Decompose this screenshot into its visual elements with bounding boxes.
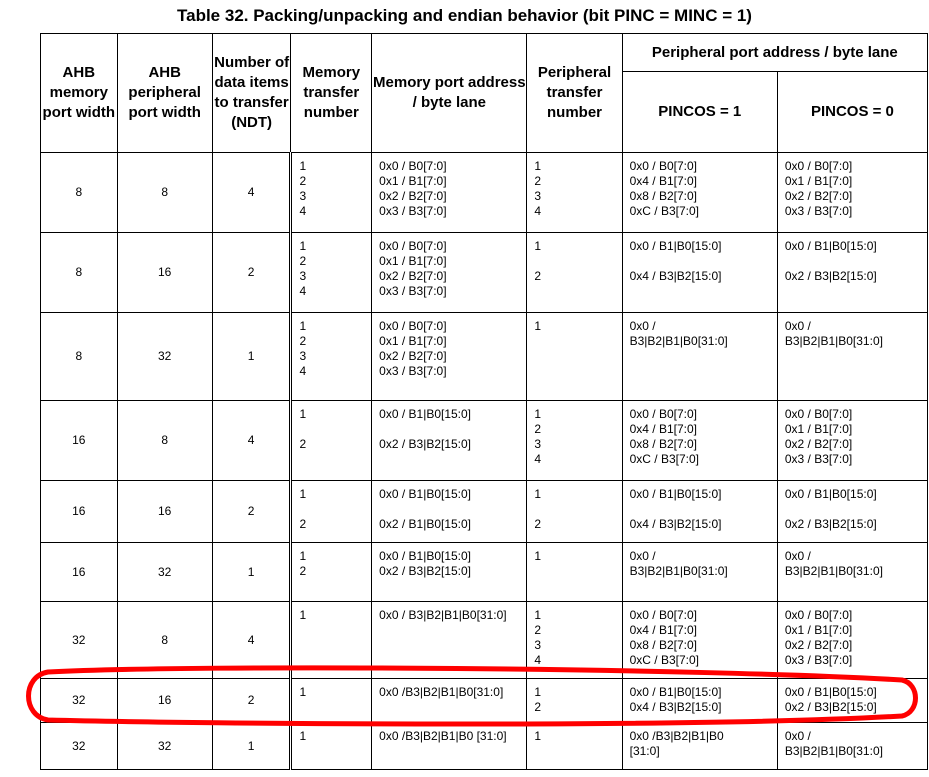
pincos1-cell — [622, 481, 777, 543]
pincos1-line: 0x0 / — [629, 549, 656, 563]
ndt-cell: 4 — [212, 602, 291, 679]
mem_tn-cell — [291, 233, 372, 313]
per_tn-cell — [527, 233, 622, 313]
mem_tn-cell — [291, 153, 372, 233]
pincos0-cell — [777, 723, 927, 770]
per_tn-cell — [527, 543, 622, 602]
per-width-cell: 32 — [117, 543, 212, 602]
mem-width-cell: 32 — [41, 723, 118, 770]
ndt-cell: 4 — [212, 153, 291, 233]
table-row — [41, 679, 928, 723]
per_tn-line: 1 — [534, 549, 542, 563]
mem_addr-line: 0x0 / B0[7:0] — [379, 319, 447, 333]
mem_tn-cell — [291, 481, 372, 543]
mem-width-cell: 8 — [41, 233, 118, 313]
pincos1-cell — [622, 679, 777, 723]
mem_tn-cell — [291, 313, 372, 401]
mem-width-cell: 16 — [41, 401, 118, 481]
mem_addr-line: 0x3 / B3[7:0] — [379, 284, 447, 298]
pincos1-line: 0x4 / B1[7:0] — [629, 623, 698, 637]
mem_addr-line: 0x2 / B3|B2[15:0] — [379, 437, 472, 451]
mem_tn-cell — [291, 679, 372, 723]
pincos0-line: 0x3 / B3[7:0] — [784, 204, 853, 218]
per-width-cell: 8 — [117, 602, 212, 679]
pincos1-line: 0x0 / B0[7:0] — [629, 608, 698, 622]
table-title: Table 32. Packing/unpacking and endian behavior (bit PINC = MINC = 1) — [177, 6, 752, 25]
mem_tn-line: 3 — [299, 269, 307, 283]
table-row — [41, 313, 928, 401]
pincos1-line: 0x0 /B3|B2|B1|B0 — [629, 729, 724, 743]
pincos0-line: 0x2 / B3|B2[15:0] — [784, 700, 877, 714]
per_tn-line: 1 — [534, 239, 542, 253]
ndt-cell: 4 — [212, 401, 291, 481]
pincos0-line: 0x0 / B0[7:0] — [784, 159, 853, 173]
mem_addr-line: 0x0 / B0[7:0] — [379, 239, 447, 253]
mem_tn-line: 4 — [299, 364, 307, 378]
per_tn-line: 3 — [534, 437, 542, 451]
pincos0-line: 0x2 / B3|B2[15:0] — [784, 517, 877, 531]
pincos1-line: 0x4 / B3|B2[15:0] — [629, 700, 722, 714]
per-width-cell: 8 — [117, 153, 212, 233]
per-width-cell: 16 — [117, 481, 212, 543]
mem_tn-line: 1 — [299, 159, 307, 173]
table-row — [41, 233, 928, 313]
mem_addr-line: 0x3 / B3[7:0] — [379, 364, 447, 378]
per_tn-line: 1 — [534, 319, 542, 333]
mem_addr-line: 0x1 / B1[7:0] — [379, 334, 447, 348]
pincos0-cell — [777, 481, 927, 543]
pincos0-line: 0x0 / B1|B0[15:0] — [784, 685, 877, 699]
pincos0-line: 0x2 / B2[7:0] — [784, 638, 853, 652]
mem_addr-cell — [372, 313, 527, 401]
pincos0-cell — [777, 313, 927, 401]
pincos0-cell — [777, 543, 927, 602]
mem_tn-line: 2 — [299, 517, 307, 531]
per_tn-line: 2 — [534, 700, 542, 714]
mem_addr-line: 0x0 / B3|B2|B1|B0[31:0] — [379, 608, 507, 622]
ndt-cell: 1 — [212, 543, 291, 602]
per-width-cell: 16 — [117, 233, 212, 313]
mem_tn-line: 2 — [299, 174, 307, 188]
pincos1-line: 0x8 / B2[7:0] — [629, 638, 698, 652]
mem_tn-line: 3 — [299, 189, 307, 203]
mem_tn-line: 1 — [299, 549, 307, 563]
per_tn-line: 2 — [534, 422, 542, 436]
mem_addr-line: 0x0 / B0[7:0] — [379, 159, 447, 173]
pincos1-line: 0x0 / B1|B0[15:0] — [629, 685, 722, 699]
mem-width-cell: 16 — [41, 481, 118, 543]
header-ndt: Number of data items to transfer (NDT) — [212, 34, 291, 153]
pincos0-line: 0x0 / — [784, 729, 811, 743]
pincos0-line: 0x1 / B1[7:0] — [784, 623, 853, 637]
pincos0-cell — [777, 153, 927, 233]
pincos0-cell — [777, 233, 927, 313]
pincos1-line: 0x8 / B2[7:0] — [629, 189, 698, 203]
per_tn-line: 2 — [534, 269, 542, 283]
mem_addr-cell — [372, 723, 527, 770]
table-row — [41, 401, 928, 481]
pincos0-line: 0x0 / B0[7:0] — [784, 608, 853, 622]
per_tn-cell — [527, 723, 622, 770]
header-peripheral-transfer-number: Peripheral transfer number — [527, 34, 622, 153]
mem-width-cell: 8 — [41, 313, 118, 401]
mem_tn-line: 4 — [299, 204, 307, 218]
pincos1-line: B3|B2|B1|B0[31:0] — [629, 334, 728, 348]
per_tn-line: 4 — [534, 204, 542, 218]
pincos1-cell — [622, 543, 777, 602]
pincos0-line: 0x0 / B1|B0[15:0] — [784, 239, 877, 253]
header-memory-port-address: Memory port address / byte lane — [372, 34, 527, 153]
pincos0-line: B3|B2|B1|B0[31:0] — [784, 334, 883, 348]
mem_addr-line: 0x0 / B1|B0[15:0] — [379, 487, 472, 501]
per_tn-line: 1 — [534, 407, 542, 421]
mem_addr-line: 0x0 /B3|B2|B1|B0[31:0] — [379, 685, 504, 699]
mem_addr-line: 0x1 / B1[7:0] — [379, 174, 447, 188]
pincos1-cell — [622, 153, 777, 233]
pincos1-line: 0xC / B3[7:0] — [629, 653, 699, 667]
table-row — [41, 481, 928, 543]
pincos1-line: 0x0 / B0[7:0] — [629, 159, 698, 173]
pincos0-line: B3|B2|B1|B0[31:0] — [784, 744, 883, 758]
pincos1-line — [630, 254, 771, 269]
pincos1-line: 0x4 / B1[7:0] — [629, 174, 698, 188]
table-row — [41, 543, 928, 602]
mem_addr-line: 0x2 / B2[7:0] — [379, 189, 447, 203]
mem-width-cell: 16 — [41, 543, 118, 602]
pincos1-line: 0xC / B3[7:0] — [629, 452, 699, 466]
mem_tn-line — [299, 502, 365, 517]
pincos0-line: 0x1 / B1[7:0] — [784, 174, 853, 188]
pincos1-cell — [622, 313, 777, 401]
mem_tn-line: 2 — [299, 564, 307, 578]
pincos0-cell — [777, 602, 927, 679]
pincos0-line — [785, 254, 921, 269]
per_tn-cell — [527, 679, 622, 723]
ndt-cell: 1 — [212, 313, 291, 401]
pincos0-line: 0x0 / — [784, 549, 811, 563]
mem_tn-line: 2 — [299, 254, 307, 268]
header-pincos-1: PINCOS = 1 — [622, 72, 777, 153]
mem_tn-line: 1 — [299, 487, 307, 501]
pincos1-line: 0x0 / B1|B0[15:0] — [629, 487, 722, 501]
mem_tn-line — [299, 422, 365, 437]
pincos1-line: 0x0 / B1|B0[15:0] — [629, 239, 722, 253]
per_tn-cell — [527, 313, 622, 401]
pincos1-line: 0x0 / B0[7:0] — [629, 407, 698, 421]
per_tn-line: 1 — [534, 729, 542, 743]
mem_addr-line: 0x0 / B1|B0[15:0] — [379, 549, 472, 563]
pincos0-line — [785, 502, 921, 517]
mem_tn-line: 4 — [299, 284, 307, 298]
pincos0-cell — [777, 679, 927, 723]
header-ahb-peripheral-width: AHB peripheral port width — [117, 34, 212, 153]
per_tn-cell — [527, 153, 622, 233]
ndt-cell: 2 — [212, 233, 291, 313]
table-row — [41, 602, 928, 679]
mem_tn-cell — [291, 543, 372, 602]
mem-width-cell: 32 — [41, 679, 118, 723]
pincos0-line: 0x2 / B3|B2[15:0] — [784, 269, 877, 283]
mem_addr-line: 0x2 / B1|B0[15:0] — [379, 517, 472, 531]
mem_addr-line: 0x2 / B2[7:0] — [379, 269, 447, 283]
pincos0-line: 0x0 / B0[7:0] — [784, 407, 853, 421]
ndt-cell: 2 — [212, 481, 291, 543]
per_tn-line: 2 — [534, 174, 542, 188]
per_tn-cell — [527, 401, 622, 481]
mem_addr-line — [379, 422, 520, 437]
per-width-cell: 32 — [117, 313, 212, 401]
mem_addr-line: 0x1 / B1[7:0] — [379, 254, 447, 268]
pincos0-line: 0x3 / B3[7:0] — [784, 653, 853, 667]
packing-table — [40, 33, 928, 770]
pincos1-line: B3|B2|B1|B0[31:0] — [629, 564, 728, 578]
mem_tn-cell — [291, 602, 372, 679]
pincos0-line: 0x0 / — [784, 319, 811, 333]
mem_addr-cell — [372, 401, 527, 481]
per_tn-line: 1 — [534, 608, 542, 622]
mem_addr-line: 0x2 / B2[7:0] — [379, 349, 447, 363]
pincos0-line: 0x2 / B2[7:0] — [784, 189, 853, 203]
ndt-cell: 1 — [212, 723, 291, 770]
pincos1-line: 0x0 / — [629, 319, 656, 333]
ndt-cell: 2 — [212, 679, 291, 723]
header-memory-transfer-number: Memory transfer number — [291, 34, 372, 153]
per_tn-line: 1 — [534, 487, 542, 501]
per_tn-line — [534, 254, 615, 269]
pincos0-line: 0x1 / B1[7:0] — [784, 422, 853, 436]
mem_addr-cell — [372, 153, 527, 233]
mem_tn-line: 2 — [299, 437, 307, 451]
per_tn-line: 4 — [534, 452, 542, 466]
mem_addr-line: 0x2 / B3|B2[15:0] — [379, 564, 472, 578]
mem_tn-line: 2 — [299, 334, 307, 348]
mem_addr-line: 0x0 / B1|B0[15:0] — [379, 407, 472, 421]
mem_addr-cell — [372, 543, 527, 602]
mem_tn-line: 1 — [299, 608, 307, 622]
per_tn-line: 2 — [534, 623, 542, 637]
pincos0-line: 0x0 / B1|B0[15:0] — [784, 487, 877, 501]
mem_addr-line: 0x3 / B3[7:0] — [379, 204, 447, 218]
pincos0-line: B3|B2|B1|B0[31:0] — [784, 564, 883, 578]
pincos0-cell — [777, 401, 927, 481]
header-peripheral-port-address: Peripheral port address / byte lane — [622, 34, 927, 72]
pincos1-line: [31:0] — [629, 744, 660, 758]
mem_tn-line: 1 — [299, 239, 307, 253]
pincos1-line: 0xC / B3[7:0] — [629, 204, 699, 218]
mem_addr-line: 0x0 /B3|B2|B1|B0 [31:0] — [379, 729, 507, 743]
per_tn-line: 2 — [534, 517, 542, 531]
mem_tn-line: 1 — [299, 685, 307, 699]
pincos1-cell — [622, 723, 777, 770]
per_tn-line: 1 — [534, 159, 542, 173]
pincos1-cell — [622, 233, 777, 313]
mem_tn-line: 1 — [299, 407, 307, 421]
mem_tn-line: 3 — [299, 349, 307, 363]
mem_addr-cell — [372, 233, 527, 313]
per_tn-line — [534, 502, 615, 517]
mem_addr-line — [379, 502, 520, 517]
mem_tn-cell — [291, 723, 372, 770]
pincos1-line: 0x8 / B2[7:0] — [629, 437, 698, 451]
table-row — [41, 153, 928, 233]
header-pincos-0: PINCOS = 0 — [777, 72, 927, 153]
mem-width-cell: 32 — [41, 602, 118, 679]
pincos0-line: 0x2 / B2[7:0] — [784, 437, 853, 451]
per-width-cell: 8 — [117, 401, 212, 481]
mem_addr-cell — [372, 481, 527, 543]
pincos1-line: 0x4 / B1[7:0] — [629, 422, 698, 436]
per-width-cell: 16 — [117, 679, 212, 723]
per_tn-cell — [527, 481, 622, 543]
header-ahb-memory-width: AHB memory port width — [41, 34, 118, 153]
per_tn-line: 1 — [534, 685, 542, 699]
per_tn-line: 3 — [534, 638, 542, 652]
table-row — [41, 723, 928, 770]
mem_tn-cell — [291, 401, 372, 481]
per_tn-line: 3 — [534, 189, 542, 203]
pincos0-line: 0x3 / B3[7:0] — [784, 452, 853, 466]
mem_tn-line: 1 — [299, 729, 307, 743]
mem-width-cell: 8 — [41, 153, 118, 233]
pincos1-line: 0x4 / B3|B2[15:0] — [629, 517, 722, 531]
pincos1-line: 0x4 / B3|B2[15:0] — [629, 269, 722, 283]
mem_tn-line: 1 — [299, 319, 307, 333]
per-width-cell: 32 — [117, 723, 212, 770]
per_tn-line: 4 — [534, 653, 542, 667]
pincos1-line — [630, 502, 771, 517]
pincos1-cell — [622, 401, 777, 481]
pincos1-cell — [622, 602, 777, 679]
mem_addr-cell — [372, 602, 527, 679]
per_tn-cell — [527, 602, 622, 679]
mem_addr-cell — [372, 679, 527, 723]
